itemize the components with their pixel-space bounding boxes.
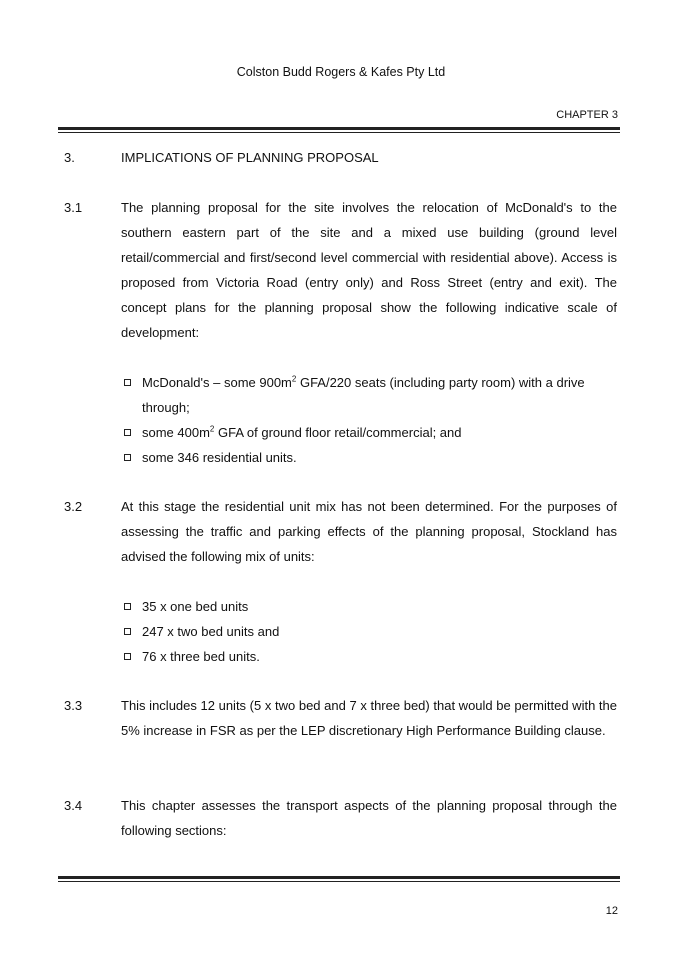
checkbox-bullet-icon	[124, 379, 131, 386]
list-item: 35 x one bed units	[121, 594, 617, 619]
checkbox-bullet-icon	[124, 653, 131, 660]
checkbox-bullet-icon	[124, 429, 131, 436]
paragraph-number-3-4: 3.4	[64, 798, 83, 813]
development-list	[121, 370, 617, 470]
bottom-divider	[58, 876, 620, 882]
checkbox-bullet-icon	[124, 628, 131, 635]
company-header: Colston Budd Rogers & Kafes Pty Ltd	[236, 65, 446, 79]
paragraph-3-2: At this stage the residential unit mix has not been determined. For the purposes of assessing the traffic and parking effects of the planning proposal, Stockland has advised the following mix of units:	[121, 499, 617, 564]
list-item: some $400m^2$ GFA of ground floor retail/commercial; and	[121, 420, 617, 445]
list-item: McDonald's – some $900m^2$ GFA/220 seats (including party room) with a drive through;	[121, 370, 617, 420]
unit-mix-list	[121, 594, 617, 669]
page-number: 12	[605, 905, 618, 917]
paragraph-3-3: This includes 12 units (5 x two bed and 7 x three bed) that would be permitted with the 5% increase in FSR as per the LEP discretionary High Performance Building clause.	[121, 698, 617, 738]
paragraph-3-4: This chapter assesses the transport aspects of the planning proposal through the following sections:	[121, 798, 617, 838]
paragraph-number-3-2: 3.2	[64, 499, 83, 514]
paragraph-3-1: The planning proposal for the site involves the relocation of McDonald's to the southern eastern part of the site and a mixed use building (ground level retail/commercial and first/second level commercial with residential above). Access is proposed from Victoria Road (entry only) and Ross Street (entry and exit). The concept plans for the planning proposal show the following indicative scale of development:	[121, 200, 617, 340]
checkbox-bullet-icon	[124, 603, 131, 610]
paragraph-number-3-3: 3.3	[64, 698, 83, 713]
list-item: 247 x two bed units and	[121, 619, 617, 644]
chapter-label: CHAPTER 3	[556, 109, 618, 121]
top-divider	[58, 127, 620, 133]
section-number: 3.	[64, 150, 75, 165]
paragraph-number-3-1: 3.1	[64, 200, 83, 215]
list-item: 76 x three bed units.	[121, 644, 617, 669]
checkbox-bullet-icon	[124, 454, 131, 461]
section-title: IMPLICATIONS OF PLANNING PROPOSAL	[121, 150, 379, 165]
list-item: some 346 residential units.	[121, 445, 617, 470]
